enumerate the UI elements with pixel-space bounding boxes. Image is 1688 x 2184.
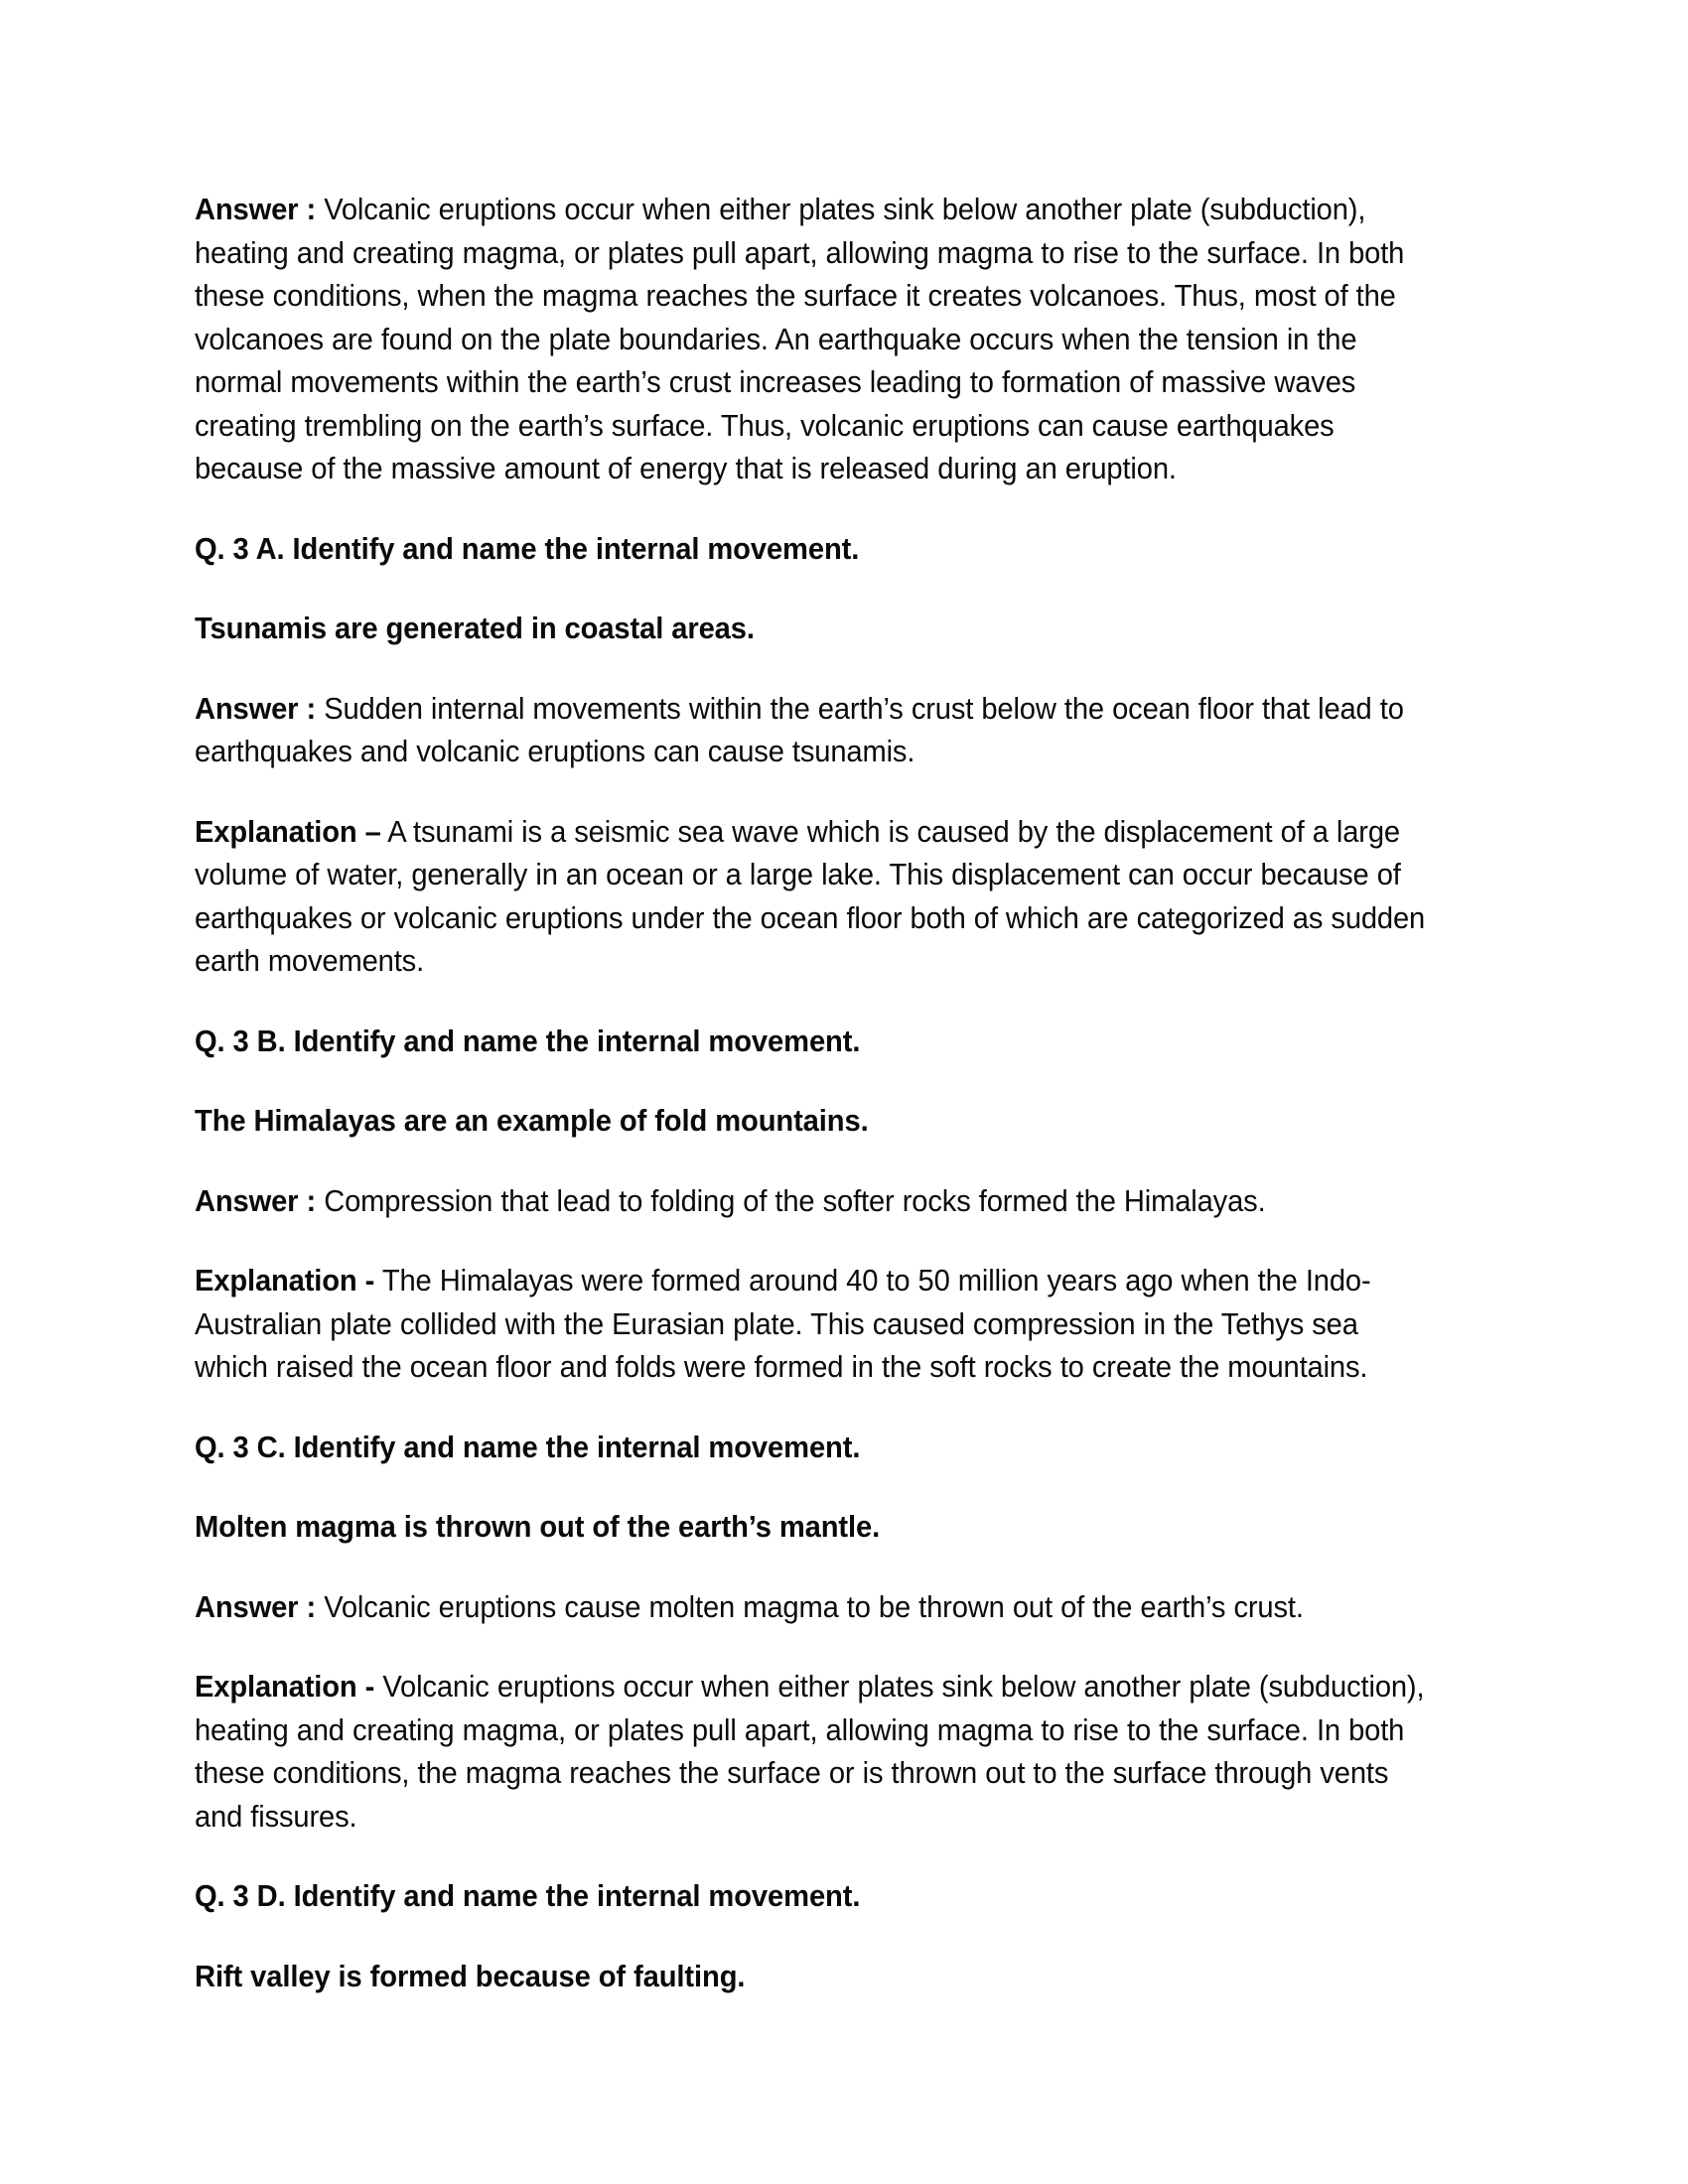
answer-label: Answer : (195, 691, 317, 726)
answer-paragraph-3a (195, 688, 1428, 774)
statement-heading-3a: Tsunamis are generated in coastal areas. (195, 612, 755, 645)
explanation-text: The Himalayas were formed around 40 to 50 million years ago when the Indo-Australian plate collided with the Eurasian plate. This caused compression in the Tethys sea which raised the ocean floor and folds were formed in the soft rocks to create the mountains. (195, 1264, 1371, 1384)
explanation-label: Explanation – (195, 814, 381, 849)
document-content (195, 189, 1485, 2035)
explanation-text: Volcanic eruptions occur when either plates sink below another plate (subduction), heating and creating magma, or plates pull apart, allowing magma to rise to the surface. In both these conditions, the magma reaches the surface or is thrown out to the surface through vents and fissures. (195, 1670, 1425, 1834)
question-heading-3d: Q. 3 D. Identify and name the internal movement. (195, 1879, 861, 1913)
statement-heading-3d: Rift valley is formed because of faulting. (195, 1959, 746, 1993)
answer-text: Sudden internal movements within the earth’s crust below the ocean floor that lead to earthquakes and volcanic eruptions can cause tsunamis. (195, 691, 1404, 768)
answer-text: Volcanic eruptions cause molten magma to be thrown out of the earth’s crust. (316, 1589, 1304, 1624)
answer-paragraph-3c (195, 1586, 1428, 1630)
statement-heading-3b: The Himalayas are an example of fold mountains. (195, 1104, 869, 1138)
question-heading-3c: Q. 3 C. Identify and name the internal movement. (195, 1430, 861, 1464)
answer-paragraph-volcanic-eruptions (195, 189, 1428, 491)
answer-text: Volcanic eruptions occur when either plates sink below another plate (subduction), heating and creating magma, or plates pull apart, allowing magma to rise to the surface. In both these conditions, when the magma reaches the surface it creates volcanoes. Thus, most of the volcanoes are found on the plate boundaries. An earthquake occurs when the tension in the normal movements within the earth’s crust increases leading to formation of massive waves creating trembling on the earth’s surface. Thus, volcanic eruptions can cause earthquakes because of the massive amount of energy that is released during an eruption. (195, 193, 1405, 485)
explanation-paragraph-3c (195, 1666, 1428, 1839)
answer-text: Compression that lead to folding of the softer rocks formed the Himalayas. (316, 1183, 1266, 1218)
explanation-paragraph-3a (195, 811, 1428, 984)
question-heading-3b: Q. 3 B. Identify and name the internal movement. (195, 1024, 861, 1058)
answer-label: Answer : (195, 193, 317, 226)
explanation-label: Explanation - (195, 1264, 375, 1297)
answer-label: Answer : (195, 1589, 317, 1624)
explanation-text: A tsunami is a seismic sea wave which is caused by the displacement of a large volume of water, generally in an ocean or a large lake. This displacement can occur because of earthquakes or volcanic eruptions under the ocean floor both of which are categorized as sudden earth movements. (195, 814, 1426, 978)
explanation-label: Explanation - (195, 1670, 375, 1704)
answer-label: Answer : (195, 1183, 317, 1218)
explanation-paragraph-3b (195, 1260, 1428, 1390)
answer-paragraph-3b (195, 1180, 1428, 1224)
question-heading-3a: Q. 3 A. Identify and name the internal movement. (195, 531, 860, 566)
statement-heading-3c: Molten magma is thrown out of the earth’s mantle. (195, 1510, 881, 1544)
